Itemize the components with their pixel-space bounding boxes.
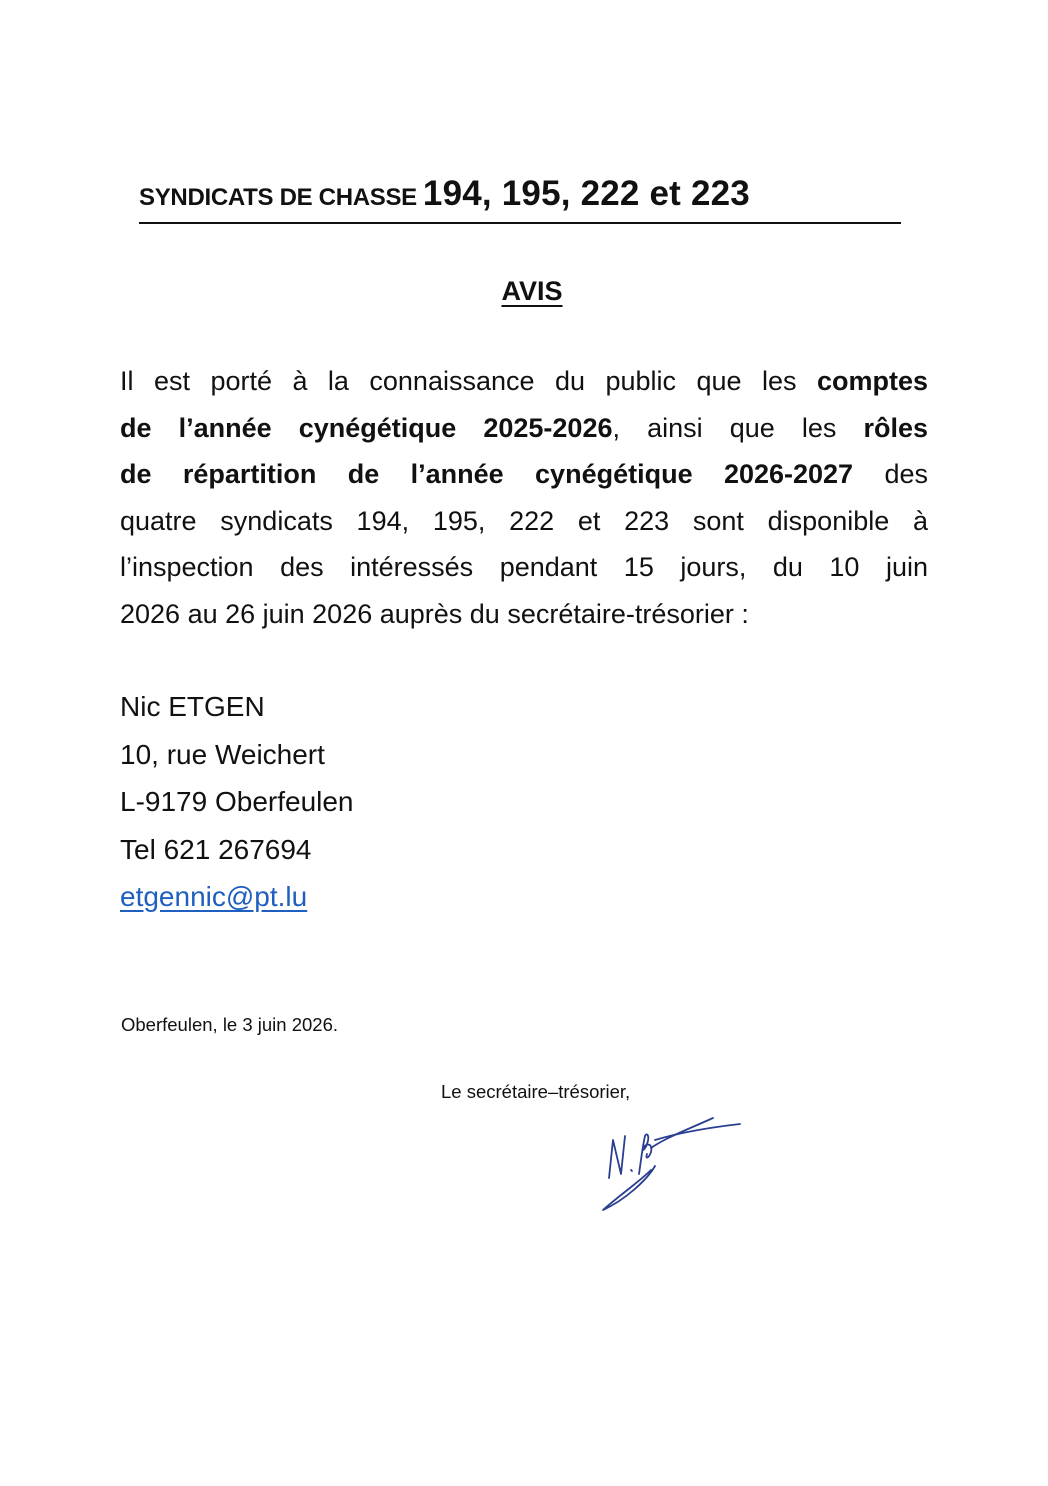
contact-phone: Tel 621 267694 [120,833,312,865]
notice-body [120,358,928,637]
contact-city: L-9179 Oberfeulen [120,786,354,817]
contact-street: 10, rue Weichert [120,738,325,770]
handwritten-signature [595,1108,745,1218]
body-line-5: l’inspection des intéressés pendant 15 jours, du 10 juin [120,552,928,582]
contact-name: Nic ETGEN [120,691,265,722]
body-line-4: quatre syndicats 194, 195, 222 et 223 sont disponible à [120,505,928,536]
body-line-2: de l’année cynégétique 2025-2026, ainsi que les rôles [120,412,928,443]
body-line-3: de répartition de l’année cynégétique 2026-2027 des [120,459,928,489]
notice-heading: AVIS [501,276,563,306]
title-numbers: 194, 195, 222 et 223 [422,174,750,213]
contact-email-link[interactable]: etgennic@pt.lu [120,881,308,912]
document-title [139,176,901,211]
title-prefix: SYNDICATS DE CHASSE [139,184,417,211]
title-underline [139,222,901,224]
body-line-1: Il est porté à la connaissance du public que les comptes [120,366,928,396]
contact-address [120,683,354,921]
place-date: Oberfeulen, le 3 juin 2026. [121,1014,339,1035]
signature-label: Le secrétaire–trésorier, [441,1081,631,1102]
body-line-6: 2026 au 26 juin 2026 auprès du secrétaire-trésorier : [120,598,749,629]
